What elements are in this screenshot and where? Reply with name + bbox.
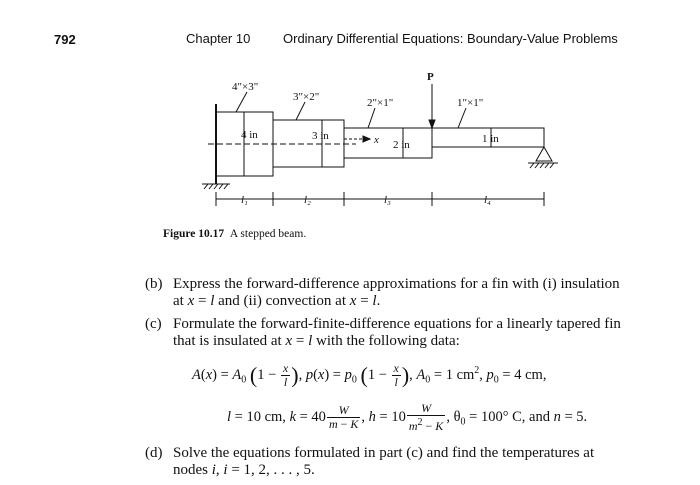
leader-line-3 [368,108,375,128]
x-axis-label: x [374,134,379,146]
length-label-3: l₃ [384,194,391,206]
load-arrowhead [429,120,435,128]
pin-support [536,147,552,161]
leader-line-1 [236,92,247,112]
x-axis-arrowhead [363,136,370,142]
height-label-4: 1 in [482,133,499,145]
section-label-2: 3"×2" [293,91,320,103]
problem-c-line1: Formulate the forward-finite-difference equations for a linearly tapered fin [173,316,621,332]
section-label-1: 4"×3" [232,81,259,93]
beam-section-3 [344,128,432,158]
problem-c-line2: that is insulated at x = l with the following data: [173,333,460,349]
height-label-1: 4 in [241,129,258,141]
problem-b-line1: Express the forward-difference approximations for a fin with (i) insulation [173,276,620,292]
length-label-1: l₁ [241,194,248,206]
figure-caption [163,228,306,240]
height-label-2: 3 in [312,130,329,142]
pin-support-hatch [530,163,554,168]
load-label: P [427,71,434,83]
problem-b-line2: at x = l and (ii) convection at x = l. [173,293,381,309]
chapter-title: Ordinary Differential Equations: Boundary-Value Problems [283,31,618,46]
length-label-4: l₄ [484,194,491,206]
problem-c-line2-text: that is insulated at [173,333,282,349]
height-label-3: 2 in [393,139,410,151]
problem-d-line1: Solve the equations formulated in part (c) and find the temperatures at [173,445,595,461]
figure-caption-text: A stepped beam. [229,228,307,240]
problem-c-tag: (c) [145,316,162,332]
leader-line-2 [296,102,305,120]
equation-line-1: $A(x) = A_0$ (1 − $\frac{x}{l}$ ), $p(x) = p_0$ (1 − $\frac{x}{l}$ ), $A_0 = 1$ $cm^2$, $p_0 = 4$ cm, [192,361,547,389]
problem-d-line2: nodes i, i = 1, 2, . . . , 5. [173,462,315,478]
equation-line-2: l = 10 cm, k = 40 $\frac{W}{m - K}$ , h = 10 $\frac{W}{m^2 - K}$ , $\theta_0 = 100^\circ$ C, and n = 5. [227,401,588,433]
figure-caption-number: Figure 10.17 [163,228,225,240]
problem-d-tag: (d) [145,445,163,461]
fixed-support-hatch [204,184,228,189]
chapter-label: Chapter 10 [186,31,251,46]
problem-b-tag: (b) [145,276,163,292]
length-label-2: l₂ [304,194,311,206]
section-label-4: 1"×1" [457,97,484,109]
leader-line-4 [458,108,466,128]
page-number: 792 [54,32,76,47]
stepped-beam-figure [0,0,700,240]
section-label-3: 2"×1" [367,97,394,109]
